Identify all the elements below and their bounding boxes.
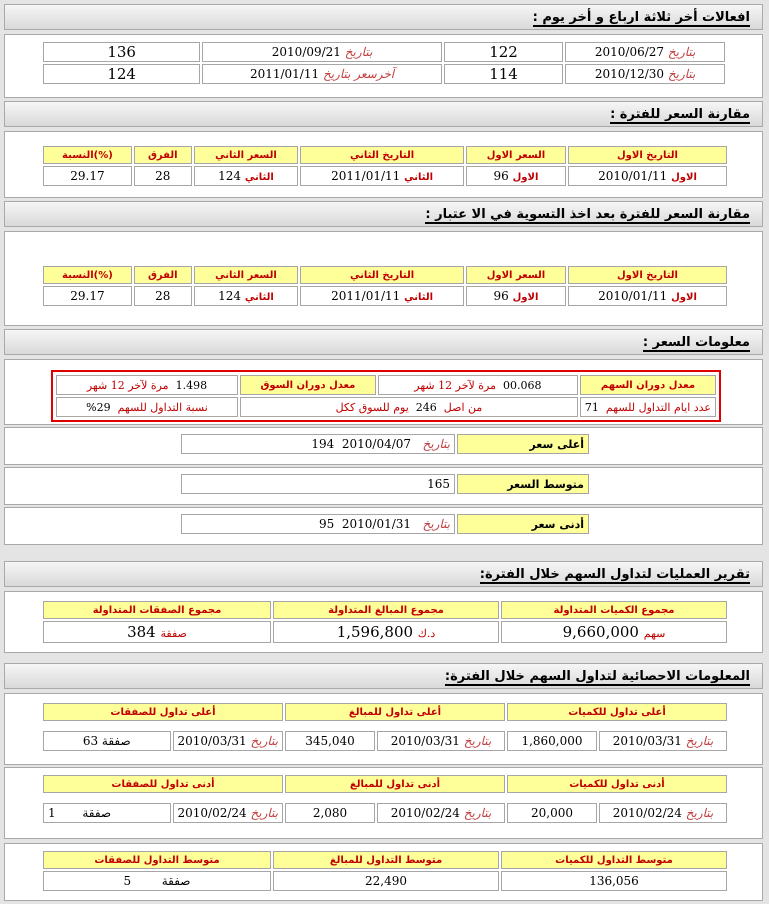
date-label: بتاريخ — [667, 45, 696, 59]
cell-value: 2010/01/11 — [598, 289, 668, 303]
high-qty-value: 1,860,000 — [507, 731, 597, 751]
quarters-table — [41, 40, 727, 86]
col-header: التاريخ الثاني — [300, 146, 464, 164]
cell-label: الثاني — [404, 172, 434, 183]
date-label: بتاريخ — [422, 437, 450, 451]
turnover-value: 00.068 — [503, 378, 542, 392]
table-header-row — [43, 266, 727, 284]
col-header: التاريخ الثاني — [300, 266, 464, 284]
table-header-row — [43, 601, 727, 619]
col-header: مجموع الكميات المتداولة — [501, 601, 727, 619]
section-header-statistics — [4, 663, 763, 689]
col-header: أدنى تداول للكميات — [507, 775, 727, 793]
col-header: السعر الاول — [466, 266, 566, 284]
cell-value: 96 — [493, 169, 509, 183]
col-header: مجموع الصفقات المتداولة — [43, 601, 271, 619]
col-header: السعر الثاني — [194, 146, 299, 164]
table-row — [43, 731, 727, 751]
col-header: السعر الاول — [466, 146, 566, 164]
high-price-date: 2010/04/07 — [341, 437, 412, 451]
stats-low-table — [41, 773, 729, 825]
section-body-price-compare — [4, 131, 763, 198]
turnover-table — [54, 373, 718, 419]
col-header: التاريخ الاول — [568, 146, 727, 164]
stats-avg-table — [41, 849, 729, 893]
deal-unit: صفقة — [82, 806, 112, 820]
table-header-row — [43, 146, 727, 164]
adjusted-compare-table — [41, 264, 729, 308]
date-label: بتاريخ — [667, 67, 696, 81]
price-value: 124 — [43, 64, 200, 84]
of-value: 246 — [415, 400, 437, 414]
section-body-stats-low — [4, 767, 763, 839]
deal-unit: صفقة — [101, 734, 131, 748]
section-header-last-quarters — [4, 4, 763, 30]
date-value: 2010/12/30 — [594, 67, 665, 81]
date-label: بتاريخ — [344, 45, 373, 59]
section-body-operations — [4, 591, 763, 653]
avg-price-label: متوسط السعر — [457, 474, 589, 494]
table-header-row — [43, 703, 727, 721]
col-header: (%)النسبة — [43, 266, 132, 284]
cell-value: 2011/01/11 — [331, 289, 401, 303]
low-deal-value: 1 — [48, 806, 56, 820]
cell-label: الاول — [671, 172, 697, 183]
section-body-adjusted-compare — [4, 231, 763, 326]
cell-value: 124 — [218, 169, 242, 183]
date-value: 2010/02/24 — [177, 806, 247, 820]
section-body-avg-price — [4, 467, 763, 505]
date-label: بتاريخ — [463, 734, 492, 748]
col-header: أعلى تداول للصفقات — [43, 703, 283, 721]
table-row — [181, 434, 589, 454]
table-row — [43, 64, 725, 84]
date-value: 2010/03/31 — [390, 734, 460, 748]
price-value: 136 — [43, 42, 200, 62]
section-header-operations — [4, 561, 763, 587]
cell-label: الثاني — [404, 292, 434, 303]
col-header: متوسط التداول للمبالغ — [273, 851, 499, 869]
low-price-date: 2010/01/31 — [341, 517, 412, 531]
of-unit: يوم للسوق ككل — [335, 400, 409, 414]
turnover-highlight-box — [51, 370, 721, 422]
col-header: التاريخ الاول — [568, 266, 727, 284]
diff-value: 28 — [134, 286, 192, 306]
low-amt-value: 2,080 — [285, 803, 375, 823]
section-title: معلومات السعر : — [642, 335, 750, 350]
date-label: بتاريخ — [685, 806, 714, 820]
section-header-price-info — [4, 329, 763, 355]
days-label: عدد ايام التداول للسهم — [605, 400, 711, 414]
avg-price-table — [179, 472, 591, 496]
price-compare-table — [41, 144, 729, 188]
date-label: آخرسعر بتاريخ — [322, 67, 395, 81]
cell-value: 124 — [218, 289, 242, 303]
date-label: بتاريخ — [250, 806, 278, 820]
section-body-stats-high — [4, 693, 763, 765]
col-header: متوسط التداول للكميات — [501, 851, 727, 869]
deals-unit: صفقة — [160, 627, 187, 640]
col-header: أعلى تداول للمبالغ — [285, 703, 505, 721]
high-price-value: 194 — [311, 437, 335, 451]
section-body-high-price — [4, 427, 763, 465]
diff-value: 28 — [134, 166, 192, 186]
col-header: الفرق — [134, 146, 192, 164]
total-qty-value: 9,660,000 — [562, 623, 639, 641]
low-price-label: أدنى سعر — [457, 514, 589, 534]
avg-price-value: 165 — [181, 474, 455, 494]
date-value: 2010/02/24 — [390, 806, 460, 820]
col-header: السعر الثاني — [194, 266, 299, 284]
date-label: بتاريخ — [685, 734, 714, 748]
of-label: من اصل — [443, 400, 483, 414]
table-row — [43, 621, 727, 643]
ratio-label: نسبة التداول للسهم — [117, 400, 208, 414]
date-label: بتاريخ — [422, 517, 450, 531]
avg-amt-value: 22,490 — [273, 871, 499, 891]
days-value: 71 — [584, 400, 599, 414]
low-qty-value: 20,000 — [507, 803, 597, 823]
cell-label: الثاني — [244, 172, 274, 183]
section-title: تقرير العمليات لتداول السهم خلال الفترة: — [479, 567, 750, 582]
market-turnover-unit: مرة لآخر 12 شهر — [86, 378, 169, 392]
stats-high-table — [41, 701, 729, 753]
total-amt-value: 1,596,800 — [336, 623, 414, 641]
date-label: بتاريخ — [250, 734, 278, 748]
ratio-value: 29% — [86, 400, 111, 414]
table-header-row — [43, 851, 727, 869]
col-header: متوسط التداول للصفقات — [43, 851, 271, 869]
section-body-last-quarters — [4, 34, 763, 98]
cell-value: 2011/01/11 — [331, 169, 401, 183]
date-value: 2010/02/24 — [612, 806, 682, 820]
amt-unit: د.ك — [417, 627, 436, 640]
col-header: أعلى تداول للكميات — [507, 703, 727, 721]
price-value: 122 — [444, 42, 564, 62]
market-turnover-label: معدل دوران السوق — [240, 375, 376, 395]
pct-value: 29.17 — [43, 166, 132, 186]
operations-table — [41, 599, 729, 645]
low-price-value: 95 — [318, 517, 335, 531]
total-deals-value: 384 — [127, 623, 156, 641]
price-value: 114 — [444, 64, 564, 84]
section-title: مقارنة السعر للفترة : — [610, 107, 750, 122]
low-price-table — [179, 512, 591, 536]
table-row — [43, 871, 727, 891]
market-turnover-value: 1.498 — [175, 378, 208, 392]
section-body-turnover — [4, 359, 763, 425]
cell-label: الثاني — [244, 292, 274, 303]
cell-label: الاول — [512, 172, 539, 183]
section-title: افعالات أخر ثلاثة ارباع و أخر يوم : — [532, 10, 750, 25]
qty-unit: سهم — [643, 627, 666, 640]
col-header: (%)النسبة — [43, 146, 132, 164]
table-row — [56, 397, 716, 417]
table-row — [56, 375, 716, 395]
section-header-adjusted-compare — [4, 201, 763, 227]
table-row — [43, 166, 727, 186]
table-header-row — [43, 775, 727, 793]
date-value: 2010/09/21 — [271, 45, 341, 59]
table-row — [181, 514, 589, 534]
turnover-label: معدل دوران السهم — [580, 375, 716, 395]
section-title: مقارنة السعر للفترة بعد اخذ التسوية في الا عتبار : — [425, 207, 750, 222]
avg-deal-value: 5 — [123, 874, 132, 888]
deal-unit: صفقة — [161, 874, 191, 888]
section-header-price-compare — [4, 101, 763, 127]
date-value: 2010/06/27 — [594, 45, 665, 59]
col-header: مجموع المبالغ المتداولة — [273, 601, 499, 619]
avg-qty-value: 136,056 — [501, 871, 727, 891]
high-price-label: أعلى سعر — [457, 434, 589, 454]
table-row — [181, 474, 589, 494]
section-title: المعلومات الاحصائية لتداول السهم خلال الفترة: — [444, 669, 750, 684]
date-value: 2010/03/31 — [612, 734, 682, 748]
date-label: بتاريخ — [463, 806, 492, 820]
col-header: أدنى تداول للمبالغ — [285, 775, 505, 793]
high-deal-value: 63 — [82, 734, 99, 748]
high-price-table — [179, 432, 591, 456]
pct-value: 29.17 — [43, 286, 132, 306]
col-header: أدنى تداول للصفقات — [43, 775, 283, 793]
table-row — [43, 286, 727, 306]
date-value: 2010/03/31 — [177, 734, 247, 748]
section-body-low-price — [4, 507, 763, 545]
cell-label: الاول — [671, 292, 697, 303]
table-row — [43, 803, 727, 823]
cell-label: الاول — [512, 292, 539, 303]
date-value: 2011/01/11 — [249, 67, 320, 81]
section-body-stats-avg — [4, 843, 763, 901]
cell-value: 96 — [493, 289, 509, 303]
turnover-unit: مرة لآخر 12 شهر — [414, 378, 497, 392]
table-row — [43, 42, 725, 62]
high-amt-value: 345,040 — [285, 731, 375, 751]
cell-value: 2010/01/11 — [598, 169, 668, 183]
col-header: الفرق — [134, 266, 192, 284]
